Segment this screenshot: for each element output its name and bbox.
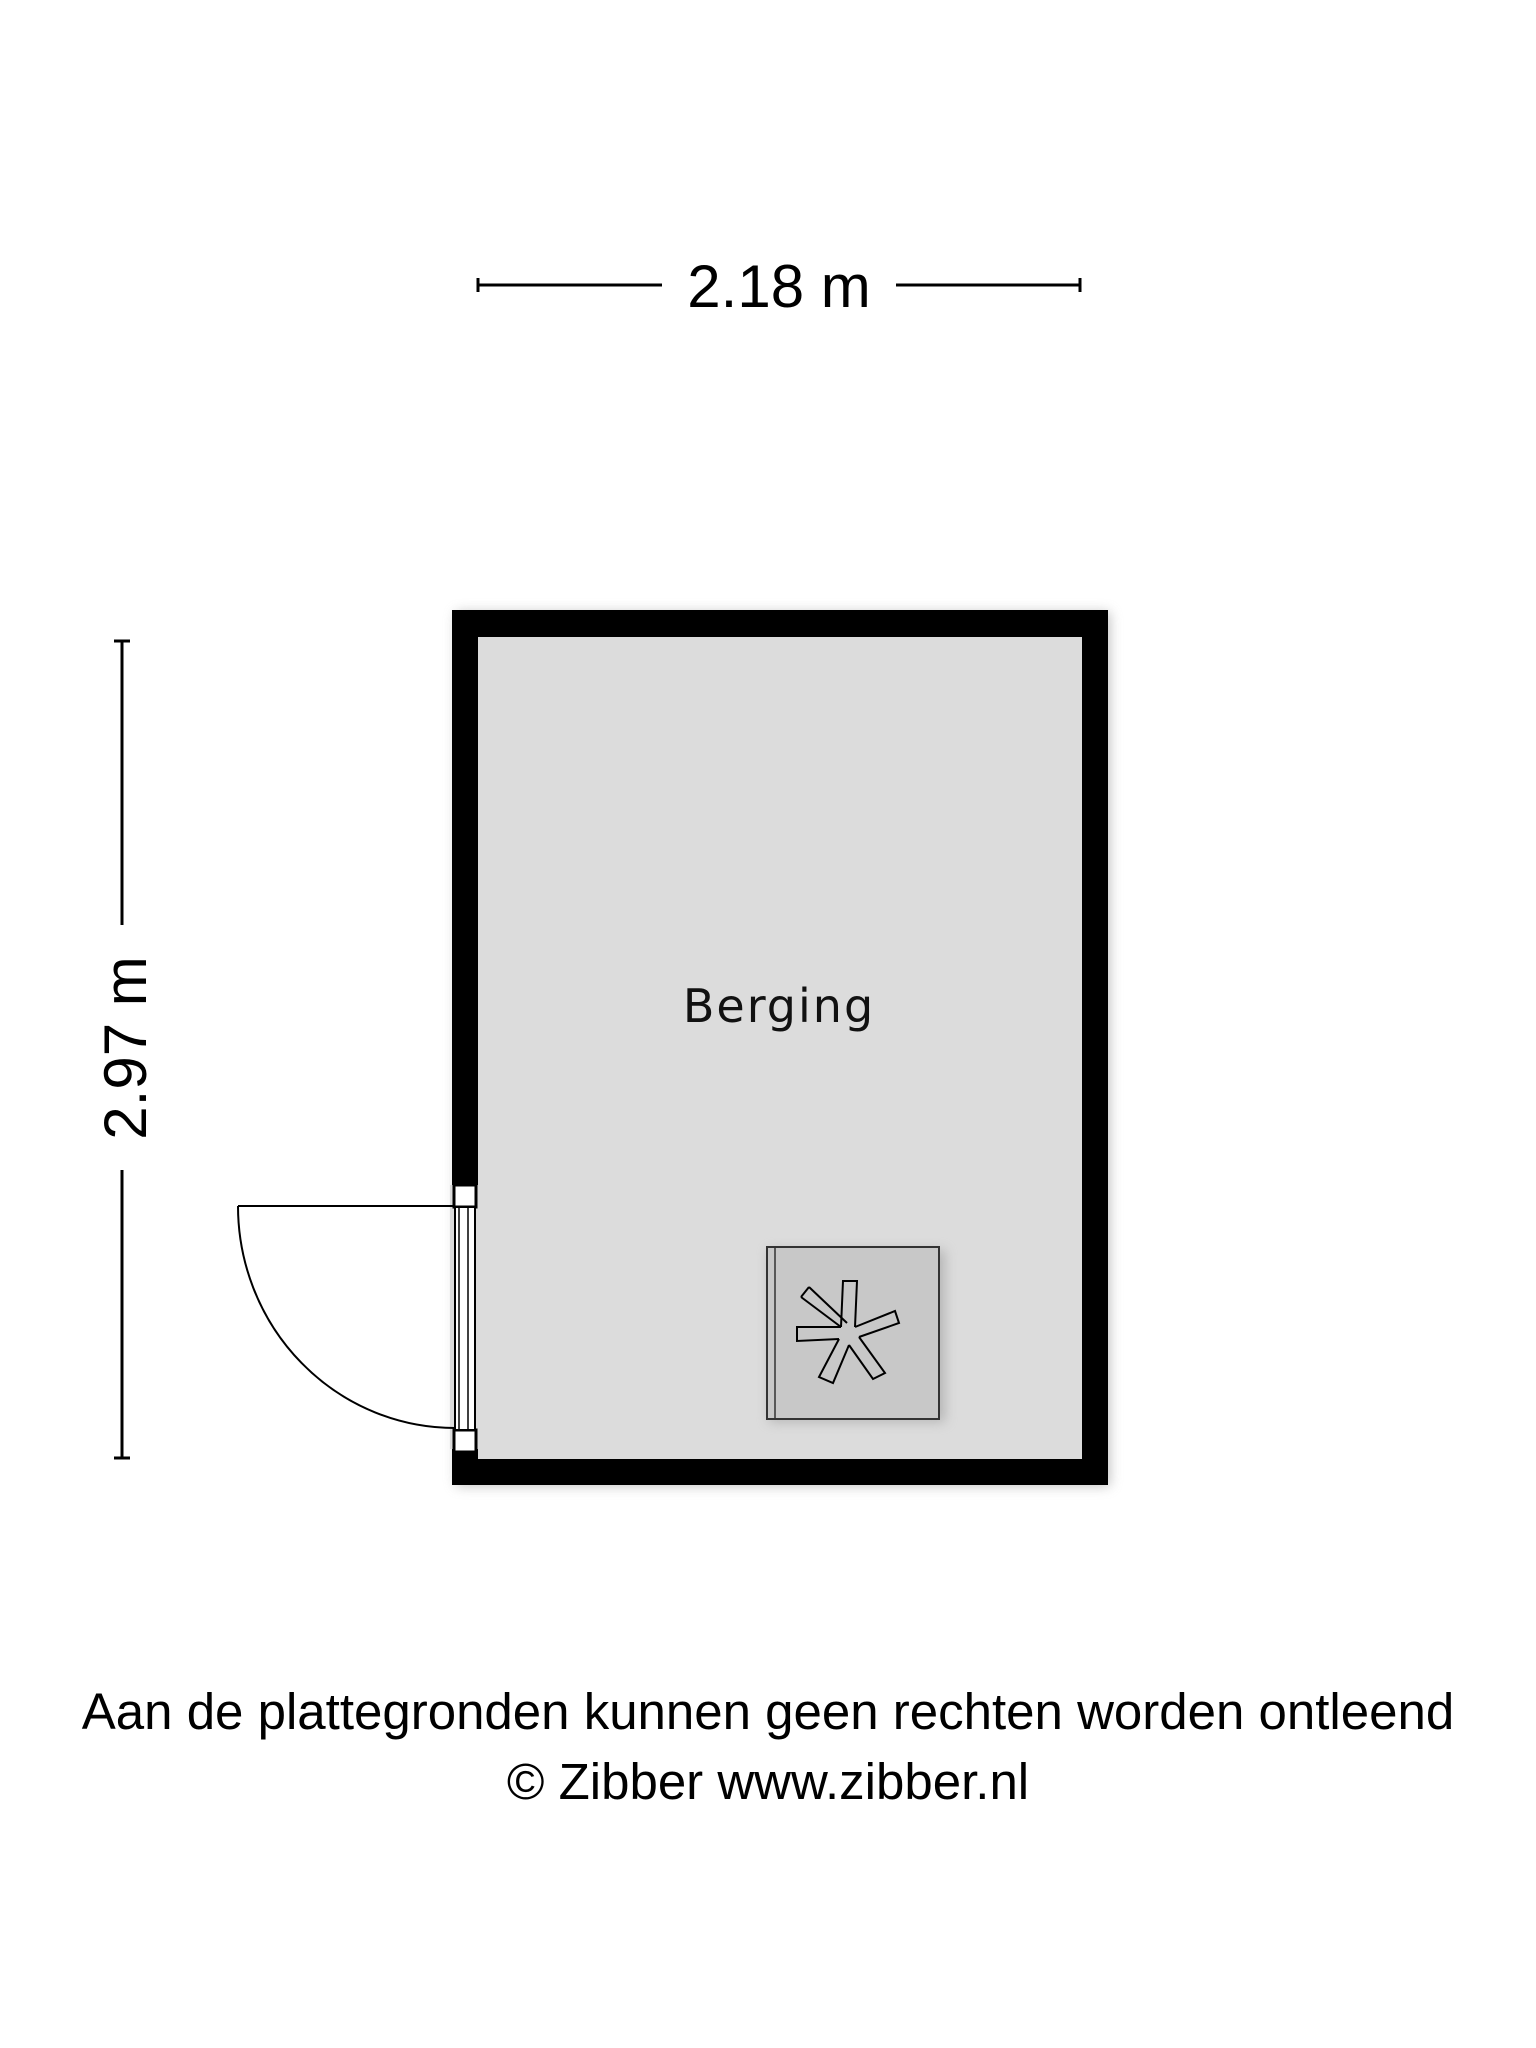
height-label: 2.97 m	[92, 956, 159, 1140]
room-name-berging: Berging	[682, 979, 876, 1033]
width-label: 2.18 m	[687, 253, 871, 320]
door-jamb-top	[454, 1185, 476, 1207]
appliance-box	[767, 1247, 939, 1419]
door	[238, 1185, 476, 1452]
copyright-text: © Zibber www.zibber.nl	[506, 1753, 1030, 1810]
door-jamb-bottom	[454, 1430, 476, 1452]
height-dimension	[92, 641, 159, 1458]
disclaimer-text: Aan de plattegronden kunnen geen rechten worden ontleend	[81, 1683, 1455, 1740]
door-swing-icon	[238, 1206, 455, 1428]
door-frame	[455, 1207, 475, 1430]
boiler-fan-icon	[767, 1247, 945, 1422]
width-dimension	[478, 253, 1080, 320]
